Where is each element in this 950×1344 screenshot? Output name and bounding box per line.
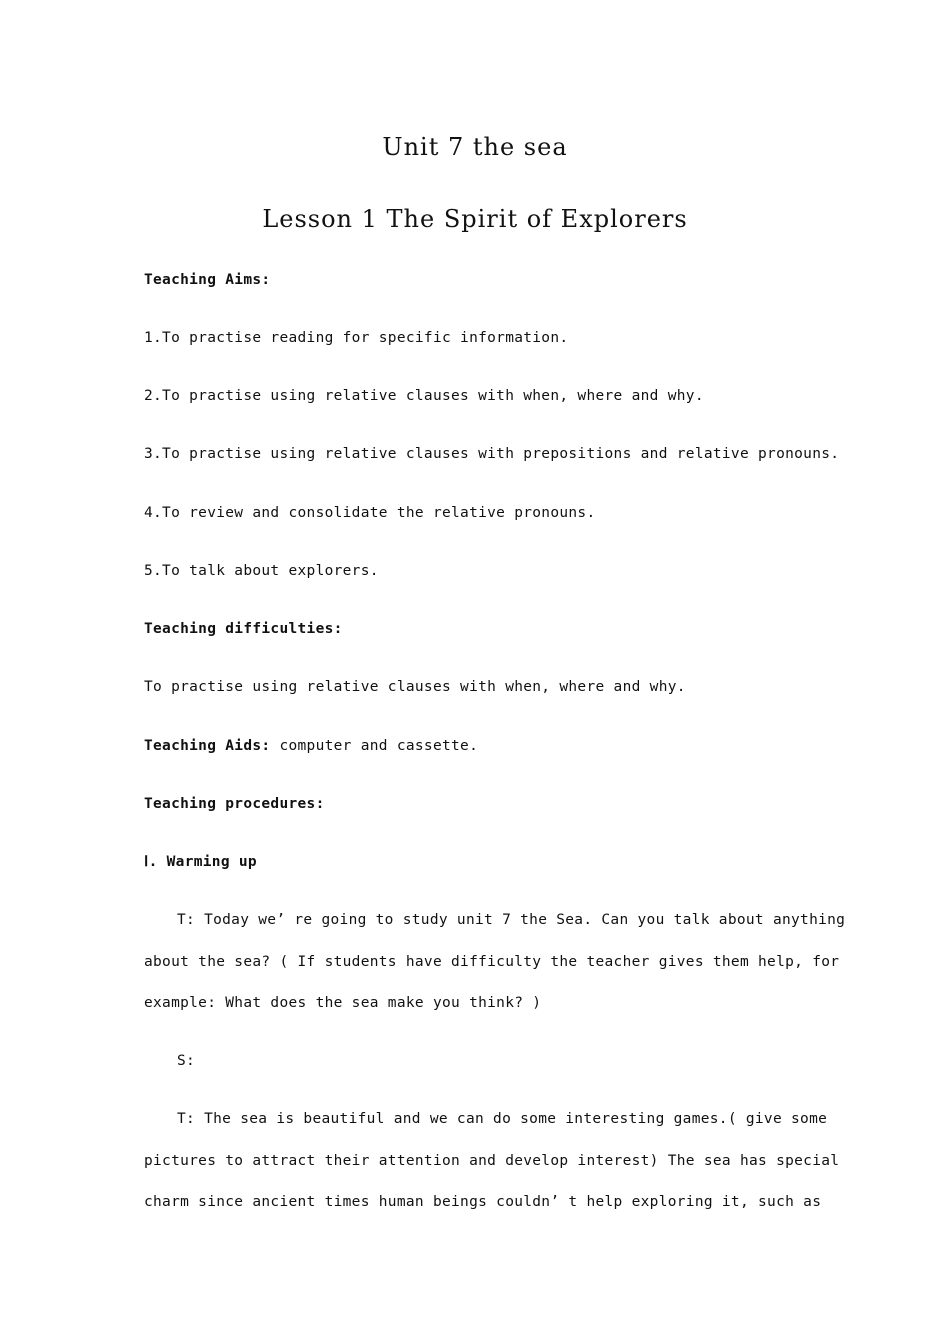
aim-item: 5.To talk about explorers. bbox=[144, 563, 379, 579]
student-response-line: S: bbox=[177, 1053, 196, 1069]
lesson-title: Lesson 1 The Spirit of Explorers bbox=[262, 205, 688, 233]
aim-item: 1.To practise reading for specific information. bbox=[144, 330, 569, 346]
paragraph-line: T: Today we’ re going to study unit 7 the Sea. Can you talk about anything bbox=[177, 912, 846, 928]
teaching-difficulties-heading: Teaching difficulties: bbox=[144, 621, 343, 637]
paragraph-line: T: The sea is beautiful and we can do some interesting games.( give some bbox=[177, 1111, 828, 1127]
teaching-aids-line bbox=[144, 738, 478, 754]
aim-item: 2.To practise using relative clauses with when, where and why. bbox=[144, 388, 704, 404]
teaching-procedures-heading: Teaching procedures: bbox=[144, 796, 325, 812]
unit-title: Unit 7 the sea bbox=[382, 133, 568, 161]
paragraph-line: pictures to attract their attention and develop interest) The sea has special bbox=[144, 1153, 840, 1169]
paragraph-line: charm since ancient times human beings couldn’ t help exploring it, such as bbox=[144, 1194, 822, 1210]
paragraph-line: about the sea? ( If students have difficulty the teacher gives them help, for bbox=[144, 954, 840, 970]
teaching-aims-heading: Teaching Aims: bbox=[144, 272, 271, 288]
teaching-aids-text: computer and cassette. bbox=[270, 738, 479, 754]
teaching-difficulties-text: To practise using relative clauses with when, where and why. bbox=[144, 679, 686, 695]
aim-item: 3.To practise using relative clauses with prepositions and relative pronouns. bbox=[144, 446, 840, 462]
paragraph-line: example: What does the sea make you think? ) bbox=[144, 995, 542, 1011]
section-heading-warming-up: Ⅰ. Warming up bbox=[144, 854, 257, 870]
aim-item: 4.To review and consolidate the relative pronouns. bbox=[144, 505, 596, 521]
teaching-aids-heading: Teaching Aids: bbox=[144, 738, 271, 754]
